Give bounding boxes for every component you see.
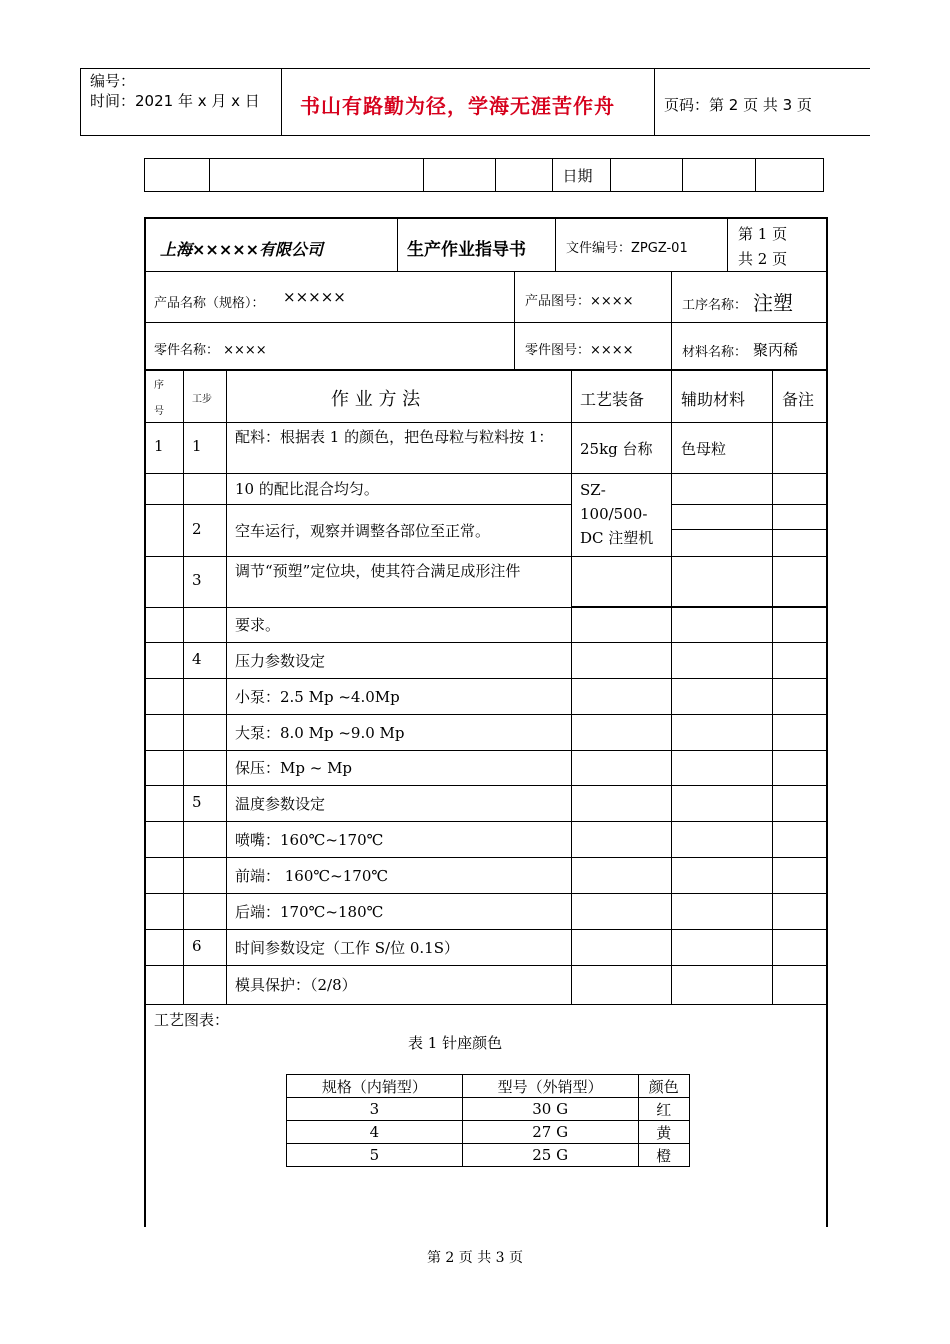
page-total: 共 2 页	[738, 250, 788, 268]
header-page: 页码：第 2 页 共 3 页	[664, 96, 812, 114]
process-name-label: 工序名称：	[682, 298, 748, 313]
note-cell	[772, 857, 828, 894]
row-method-cell	[226, 929, 572, 966]
part-drawing-cell	[514, 322, 672, 371]
note-cell	[772, 714, 828, 751]
col-note-header	[772, 370, 828, 423]
row-seq-cell	[146, 473, 184, 505]
header-divider	[281, 68, 282, 136]
note-cell	[772, 893, 828, 930]
row-step-cell	[183, 607, 227, 643]
row-step-cell	[183, 785, 227, 822]
note-cell	[772, 750, 828, 786]
row-method-cell	[226, 750, 572, 786]
row-method: 前端： 160℃~170℃	[235, 866, 389, 885]
color-table-row	[287, 1098, 690, 1121]
sig-cell	[423, 159, 495, 192]
row-step-cell	[183, 857, 227, 894]
header-divider	[80, 68, 81, 136]
col-note: 备注	[782, 390, 815, 409]
color-table-cell: 5	[287, 1144, 463, 1167]
note-cell	[772, 642, 828, 679]
product-name-cell	[146, 271, 515, 323]
row-method: 喷嘴：160℃~170℃	[235, 830, 384, 849]
col-equipment-header	[571, 370, 672, 423]
doc-title: 生产作业指导书	[407, 240, 526, 260]
color-table-header-cell: 规格（内销型）	[287, 1075, 463, 1098]
row-method-cell	[226, 556, 572, 608]
row-seq-cell	[146, 750, 184, 786]
row-method-cell	[226, 785, 572, 822]
row-step-cell	[183, 821, 227, 858]
col-seq-1: 序	[154, 380, 164, 391]
equipment-2: SZ-100/500-DC 注塑机	[580, 481, 654, 547]
aux-cell	[671, 473, 773, 505]
row-method-cell	[226, 893, 572, 930]
process-name-cell	[671, 271, 828, 323]
note-cell	[772, 678, 828, 715]
row-step: 1	[192, 437, 202, 455]
header-top-rule	[80, 68, 870, 69]
aux-cell	[671, 714, 773, 751]
date-label: 日期	[552, 159, 611, 192]
color-table-cell: 25 G	[462, 1144, 638, 1167]
row-method-cell	[226, 422, 572, 474]
equipment-1: 25kg 台称	[580, 440, 653, 458]
equipment-cell-1	[571, 422, 672, 474]
company-name: 上海×××××有限公司	[160, 240, 324, 259]
row-seq-cell	[146, 422, 184, 474]
part-drawing: 零件图号：××××	[525, 343, 634, 358]
sig-cell	[611, 159, 683, 192]
row-method: 保压：Mp ~ Mp	[235, 759, 353, 777]
sig-cell	[210, 159, 424, 192]
note-cell	[772, 965, 828, 1005]
row-method-cell	[226, 504, 572, 557]
equipment-cell	[571, 678, 672, 715]
page-count-cell	[727, 219, 828, 272]
note-cell	[772, 821, 828, 858]
row-method: 小泵：2.5 Mp ~4.0Mp	[235, 687, 400, 706]
equipment-cell	[571, 929, 672, 966]
row-method: 空车运行，观察并调整各部位至正常。	[235, 521, 491, 540]
row-method: 压力参数设定	[235, 651, 326, 670]
sig-cell	[683, 159, 755, 192]
row-method-cell	[226, 678, 572, 715]
aux-cell	[671, 785, 773, 822]
note-cell	[772, 504, 828, 530]
col-equipment: 工艺装备	[580, 390, 645, 409]
color-table-cell: 4	[287, 1121, 463, 1144]
color-table-header-cell: 颜色	[638, 1075, 689, 1098]
row-step-cell	[183, 893, 227, 930]
color-table-cell: 30 G	[462, 1098, 638, 1121]
col-step: 工步	[192, 394, 212, 405]
row-seq-cell	[146, 785, 184, 822]
color-table-row	[287, 1121, 690, 1144]
aux-cell	[671, 750, 773, 786]
row-step-cell	[183, 422, 227, 474]
equipment-cell	[571, 821, 672, 858]
row-seq: 1	[154, 437, 164, 455]
row-step: 4	[192, 649, 202, 668]
row-seq-cell	[146, 556, 184, 608]
equipment-cell	[571, 556, 672, 607]
row-seq-cell	[146, 678, 184, 715]
equipment-cell-2	[571, 473, 672, 557]
row-method: 模具保护：（2/8）	[235, 976, 357, 994]
aux-cell	[671, 857, 773, 894]
row-method-cell	[226, 857, 572, 894]
aux-cell	[671, 607, 773, 643]
row-method: 后端：170℃~180℃	[235, 902, 384, 921]
equipment-cell	[571, 714, 672, 751]
aux-cell	[671, 556, 773, 607]
col-step-header	[183, 370, 227, 423]
equipment-cell	[571, 785, 672, 822]
header-divider	[654, 68, 655, 136]
row-seq-cell	[146, 607, 184, 643]
color-table-header	[287, 1075, 690, 1098]
product-name-label: 产品名称（规格）：	[154, 296, 265, 311]
note-cell	[772, 473, 828, 505]
row-method: 要求。	[235, 616, 281, 634]
header-motto: 书山有路勤为径，学海无涯苦作舟	[300, 94, 615, 118]
equipment-cell	[571, 607, 672, 643]
process-name-value: 注塑	[753, 291, 793, 315]
equipment-cell	[571, 965, 672, 1005]
color-table-cell: 红	[638, 1098, 689, 1121]
color-table-cell: 27 G	[462, 1121, 638, 1144]
col-aux-header	[671, 370, 773, 423]
color-table	[286, 1074, 690, 1167]
color-table-header-cell: 型号（外销型）	[462, 1075, 638, 1098]
page-footer: 第 2 页 共 3 页	[426, 1250, 524, 1266]
material-value: 聚丙稀	[753, 341, 799, 359]
equipment-cell	[571, 750, 672, 786]
note-cell	[772, 785, 828, 822]
row-method: 时间参数设定（工作 S/位 0.1S）	[235, 938, 459, 957]
company-cell	[146, 219, 398, 272]
sig-cell	[145, 159, 210, 192]
header-time: 时间：2021 年 x 月 x 日	[90, 92, 260, 110]
col-seq-header	[146, 370, 184, 423]
color-table-cell: 橙	[638, 1144, 689, 1167]
note-cell	[772, 929, 828, 966]
aux-1: 色母粒	[681, 440, 727, 458]
file-no-cell	[555, 219, 728, 272]
sig-cell	[755, 159, 823, 192]
row-seq-cell	[146, 642, 184, 679]
row-seq-cell	[146, 965, 184, 1005]
aux-cell	[671, 821, 773, 858]
row-step: 2	[192, 519, 202, 538]
row-method-cell	[226, 965, 572, 1005]
row-method-cell	[226, 607, 572, 643]
row-method-cell	[226, 821, 572, 858]
product-name-value: ×××××	[283, 288, 346, 306]
header-number: 编号：	[90, 72, 136, 90]
row-step: 5	[192, 792, 202, 811]
row-step-cell	[183, 504, 227, 557]
header-bottom-rule	[80, 135, 870, 136]
product-drawing: 产品图号：××××	[525, 294, 634, 309]
doc-title-cell	[397, 219, 556, 272]
work-instruction-form	[144, 217, 828, 1227]
row-seq-cell	[146, 714, 184, 751]
row-step-cell	[183, 678, 227, 715]
col-seq-2: 号	[154, 406, 164, 417]
col-method-header	[226, 370, 572, 423]
row-step: 3	[192, 571, 202, 589]
aux-cell-1	[671, 422, 773, 474]
product-drawing-cell	[514, 271, 672, 323]
row-step-cell	[183, 473, 227, 505]
sig-cell	[496, 159, 552, 192]
aux-cell	[671, 529, 773, 557]
row-step-cell	[183, 965, 227, 1005]
row-method-cell	[226, 473, 572, 505]
signature-table	[144, 158, 824, 192]
row-method: 10 的配比混合均匀。	[235, 480, 379, 498]
row-step-cell	[183, 714, 227, 751]
row-method-cell	[226, 642, 572, 679]
table-caption: 表 1 针座颜色	[408, 1034, 503, 1052]
note-cell	[772, 556, 828, 607]
row-seq-cell	[146, 504, 184, 557]
row-seq-cell	[146, 929, 184, 966]
row-method: 大泵：8.0 Mp ~9.0 Mp	[235, 723, 405, 742]
row-seq-cell	[146, 821, 184, 858]
material-label: 材料名称：	[682, 345, 748, 360]
equipment-cell	[571, 857, 672, 894]
color-table-cell: 3	[287, 1098, 463, 1121]
file-number: 文件编号：ZPGZ-01	[566, 241, 688, 256]
note-cell	[772, 422, 828, 474]
aux-cell	[671, 965, 773, 1005]
row-method: 配料：根据表 1 的颜色，把色母粒与粒料按 1：	[235, 428, 554, 446]
row-step-cell	[183, 642, 227, 679]
material-cell	[671, 322, 828, 371]
row-seq-cell	[146, 893, 184, 930]
color-table-row	[287, 1144, 690, 1167]
part-name-cell	[146, 322, 515, 371]
row-step-cell	[183, 929, 227, 966]
col-method: 作 业 方 法	[331, 389, 421, 410]
part-name: 零件名称： ××××	[154, 343, 267, 358]
row-method-cell	[226, 714, 572, 751]
note-cell	[772, 607, 828, 643]
row-step-cell	[183, 750, 227, 786]
diagram-label: 工艺图表：	[154, 1011, 230, 1029]
aux-cell	[671, 929, 773, 966]
color-table-cell: 黄	[638, 1121, 689, 1144]
page-of: 第 1 页	[738, 225, 788, 243]
aux-cell	[671, 504, 773, 530]
row-step-cell	[183, 556, 227, 608]
row-seq-cell	[146, 857, 184, 894]
note-cell	[772, 529, 828, 557]
row-method: 温度参数设定	[235, 794, 326, 813]
row-step: 6	[192, 936, 202, 955]
equipment-cell	[571, 893, 672, 930]
col-aux: 辅助材料	[681, 390, 746, 409]
equipment-cell	[571, 642, 672, 679]
aux-cell	[671, 678, 773, 715]
aux-cell	[671, 642, 773, 679]
row-method: 调节“预塑”定位块，使其符合满足成形注件	[235, 562, 521, 580]
aux-cell	[671, 893, 773, 930]
